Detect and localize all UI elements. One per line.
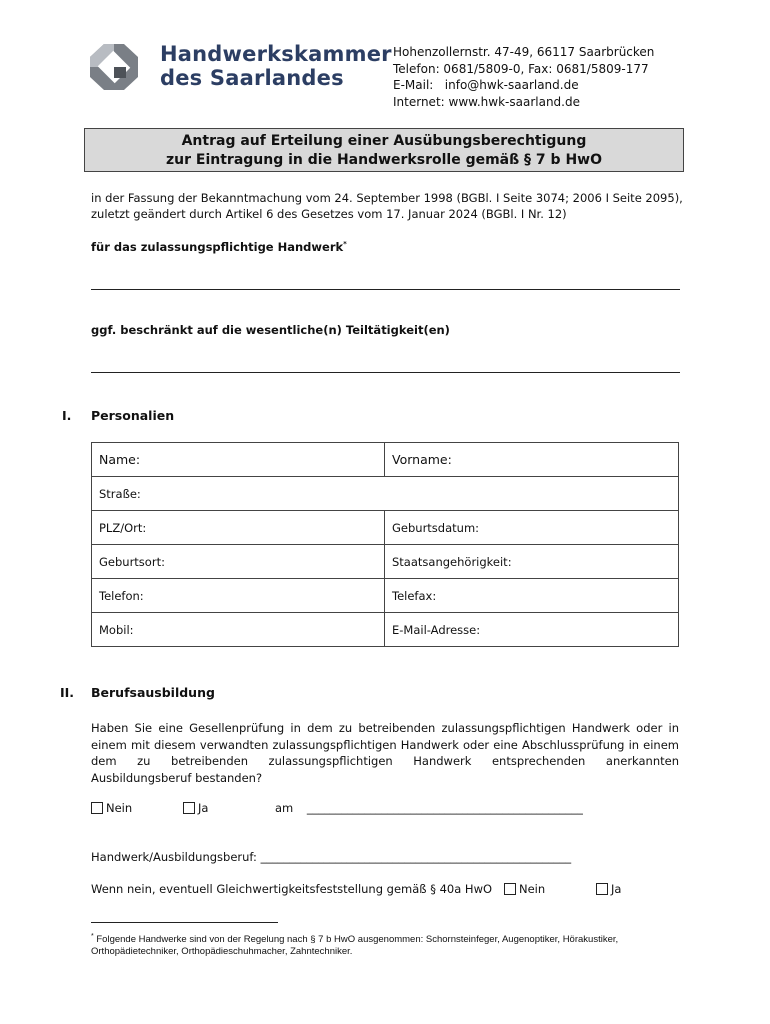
- subtask-underline: [91, 372, 680, 373]
- trade-underline: [91, 289, 680, 290]
- vorname-field[interactable]: [385, 443, 679, 477]
- footnote-separator: [91, 922, 278, 923]
- gleich-ja-label: Ja: [611, 882, 622, 896]
- geburtsdatum-field[interactable]: [385, 511, 679, 545]
- plz-ort-label: PLZ/Ort:: [99, 520, 147, 535]
- telefon-field[interactable]: [92, 579, 385, 613]
- email-label: E-Mail-Adresse:: [392, 622, 481, 637]
- telefax-label: Telefax:: [392, 588, 437, 603]
- form-title: [84, 128, 684, 172]
- section2-title: Berufsausbildung: [91, 685, 215, 700]
- name-field[interactable]: [92, 443, 385, 477]
- email: E-Mail: info@hwk-saarland.de: [393, 78, 579, 92]
- beruf-field[interactable]: [91, 850, 571, 864]
- mobil-label: Mobil:: [99, 622, 134, 637]
- vorname-label: Vorname:: [392, 452, 452, 467]
- ja-label: Ja: [198, 801, 209, 815]
- intro-line1: in der Fassung der Bekanntmachung vom 24. September 1998 (BGBl. I Seite 3074; 2006 I Seite 2095),: [91, 191, 683, 205]
- intro-line2: zuletzt geändert durch Artikel 6 des Gesetzes vom 17. Januar 2024 (BGBl. I Nr. 12): [91, 207, 567, 221]
- address: Hohenzollernstr. 47-49, 66117 Saarbrücken: [393, 45, 655, 59]
- beruf-label: Handwerk/Ausbildungsberuf:: [91, 850, 257, 864]
- section1-title: Personalien: [91, 408, 175, 423]
- section1-number: I.: [62, 408, 72, 423]
- gleich-nein-checkbox[interactable]: [504, 883, 516, 895]
- gleich-nein-label: Nein: [519, 882, 546, 896]
- hwk-logo-icon: [90, 44, 138, 90]
- am-line: ________________________________________________: [306, 801, 583, 815]
- ja-option[interactable]: [183, 801, 208, 815]
- gleich-nein-option[interactable]: [504, 882, 545, 896]
- trade-label: [91, 240, 347, 254]
- nein-option[interactable]: [91, 801, 132, 815]
- subtask-label: ggf. beschränkt auf die wesentliche(n) Teiltätigkeit(en): [91, 323, 450, 337]
- telefax-field[interactable]: [385, 579, 679, 613]
- mobil-field[interactable]: [92, 613, 385, 647]
- education-question: Haben Sie eine Gesellenprüfung in dem zu betreibenden zulassungspflichtigen Handwerk oder in einem mit diesem verwandten zulassungspflichtigen Handwerk oder eine Abschlussprüfung in einem dem zu betreibenden zulassungspflichtigen Handwerk entsprechenden anerkannten Ausbildungsberuf bestanden?: [91, 721, 679, 785]
- subtask-input[interactable]: [91, 350, 679, 370]
- ja-checkbox[interactable]: [183, 802, 195, 814]
- contact-block: [393, 44, 654, 110]
- am-field[interactable]: [275, 801, 583, 815]
- intro-text: [91, 190, 691, 222]
- gleich-ja-checkbox[interactable]: [596, 883, 608, 895]
- personal-data-table: [91, 442, 679, 647]
- brand-line1: Handwerkskammer: [160, 42, 392, 66]
- trade-footnote-mark: *: [343, 240, 347, 249]
- footnote: [91, 931, 691, 958]
- strasse-label: Straße:: [99, 486, 141, 501]
- telefon-label: Telefon:: [99, 588, 144, 603]
- trade-label-text: für das zulassungspflichtige Handwerk: [91, 240, 344, 254]
- trade-input[interactable]: [91, 268, 679, 288]
- strasse-field[interactable]: [92, 477, 679, 511]
- footnote-text: Folgende Handwerke sind von der Regelung nach § 7 b HwO ausgenommen: Schornsteinfeger, Augenoptiker, Hörakustiker, Orthopädietechniker, Orthopädieschuhmacher, Zahntechniker.: [91, 934, 619, 958]
- phone-fax: Telefon: 0681/5809-0, Fax: 0681/5809-177: [393, 61, 649, 76]
- staatsangehoerigkeit-field[interactable]: [385, 545, 679, 579]
- staatsangehoerigkeit-label: Staatsangehörigkeit:: [392, 554, 512, 569]
- footnote-mark: *: [91, 933, 94, 940]
- title-line1: Antrag auf Erteilung einer Ausübungsberechtigung: [181, 133, 587, 149]
- brand-name: [160, 42, 392, 90]
- beruf-line: ______________________________________________________: [260, 850, 572, 864]
- internet: Internet: www.hwk-saarland.de: [393, 94, 580, 109]
- geburtsort-label: Geburtsort:: [99, 554, 165, 569]
- section2-number: II.: [60, 685, 75, 700]
- geburtsdatum-label: Geburtsdatum:: [392, 520, 480, 535]
- email-field[interactable]: [385, 613, 679, 647]
- title-line2: zur Eintragung in die Handwerksrolle gemäß § 7 b HwO: [166, 152, 602, 168]
- gleich-ja-option[interactable]: [596, 882, 621, 896]
- brand-line2: des Saarlandes: [160, 66, 344, 90]
- plz-ort-field[interactable]: [92, 511, 385, 545]
- nein-label: Nein: [106, 801, 133, 815]
- geburtsort-field[interactable]: [92, 545, 385, 579]
- am-label: am: [275, 801, 294, 815]
- name-label: Name:: [99, 452, 141, 467]
- nein-checkbox[interactable]: [91, 802, 103, 814]
- gleichwertigkeit-label: Wenn nein, eventuell Gleichwertigkeitsfeststellung gemäß § 40a HwO: [91, 882, 493, 896]
